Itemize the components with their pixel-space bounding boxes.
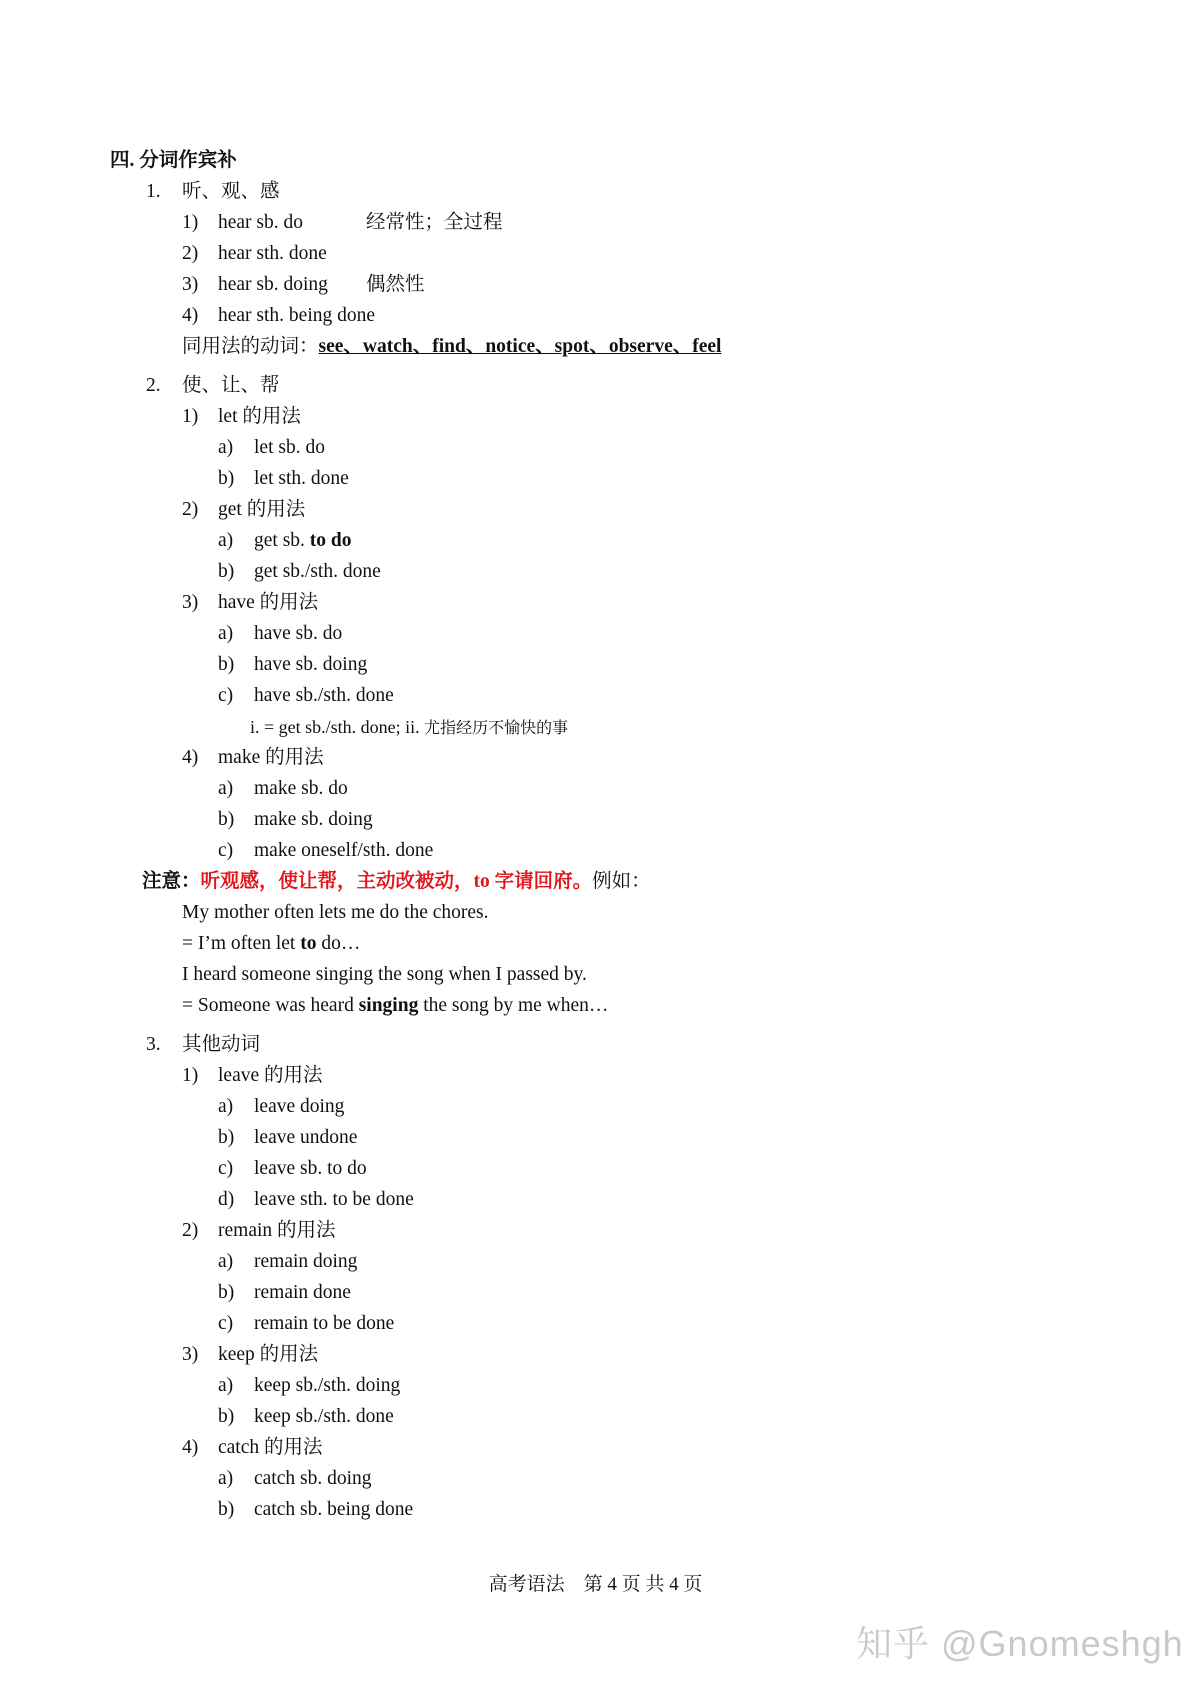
example-sentence [182, 932, 360, 956]
subsection-title: have 的用法 [218, 592, 319, 613]
list-item: leave sb. to do [254, 1158, 367, 1179]
list-letter: b) [218, 1406, 235, 1427]
list-item: hear sth. being done [218, 305, 376, 326]
subnote-text: i. = get sb./sth. done; ii. [250, 717, 425, 737]
list-number: 1) [182, 1065, 199, 1086]
list-letter: a) [218, 530, 234, 551]
note-tail: 例如： [592, 871, 651, 892]
list-letter: a) [218, 1096, 234, 1117]
example-bold: singing [358, 995, 419, 1016]
example-text: = Someone was heard [182, 995, 359, 1016]
item-text: get sb. [254, 530, 310, 551]
list-letter: b) [218, 1499, 235, 1520]
list-letter: c) [218, 840, 234, 861]
list-item: remain done [254, 1282, 351, 1303]
subsection-title: get 的用法 [218, 499, 306, 520]
list-number: 3) [182, 274, 199, 295]
list-letter: c) [218, 1158, 234, 1179]
part2-number: 2. [146, 375, 161, 396]
list-item: get sb./sth. done [254, 561, 381, 582]
watermark: 知乎 @Gnomeshgh [856, 1623, 1184, 1664]
list-item: leave sth. to be done [254, 1189, 414, 1210]
part3-number: 3. [146, 1034, 161, 1055]
list-letter: a) [218, 1468, 234, 1489]
list-item: have sb. do [254, 623, 343, 644]
list-item: make sb. do [254, 778, 348, 799]
example-sentence: I heard someone singing the song when I passed by. [182, 964, 587, 985]
list-number: 4) [182, 747, 199, 768]
subsection-title: leave 的用法 [218, 1065, 323, 1086]
subsection-title: keep 的用法 [218, 1344, 319, 1365]
list-item: leave undone [254, 1127, 358, 1148]
list-number: 1) [182, 212, 199, 233]
part1-number: 1. [146, 181, 161, 202]
list-item: keep sb./sth. done [254, 1406, 394, 1427]
list-item: remain doing [254, 1251, 358, 1272]
list-item: let sb. do [254, 437, 325, 458]
list-number: 3) [182, 592, 199, 613]
list-letter: d) [218, 1189, 235, 1210]
usage-note: 偶然性 [366, 274, 425, 295]
example-text: = I’m often let [182, 933, 301, 954]
list-item: keep sb./sth. doing [254, 1375, 401, 1396]
list-letter: a) [218, 437, 234, 458]
subsection-title: remain 的用法 [218, 1220, 336, 1241]
list-item: hear sb. do [218, 212, 304, 233]
example-text: do… [316, 933, 361, 954]
list-letter: b) [218, 809, 235, 830]
list-number: 2) [182, 1220, 199, 1241]
example-bold: to [300, 933, 317, 954]
list-number: 1) [182, 406, 199, 427]
same-usage-line [182, 335, 721, 359]
part2-title: 使、让、帮 [182, 375, 280, 396]
example-sentence: My mother often lets me do the chores. [182, 902, 489, 923]
list-letter: b) [218, 468, 235, 489]
list-item: have sb. doing [254, 654, 368, 675]
list-item: hear sth. done [218, 243, 327, 264]
same-usage-label: 同用法的动词： [182, 336, 319, 357]
list-item: leave doing [254, 1096, 345, 1117]
part3-title: 其他动词 [182, 1034, 261, 1055]
have-subnote [250, 715, 568, 740]
subnote-chinese: 尤指经历不愉快的事 [424, 718, 569, 737]
list-letter: c) [218, 685, 234, 706]
item-bold-text: to do [309, 530, 352, 551]
list-letter: a) [218, 623, 234, 644]
usage-note: 经常性；全过程 [366, 212, 503, 233]
same-usage-verbs: see、watch、find、notice、spot、observe、feel [318, 336, 722, 357]
subsection-title: make 的用法 [218, 747, 324, 768]
subsection-title: catch 的用法 [218, 1437, 323, 1458]
list-letter: a) [218, 1375, 234, 1396]
list-letter: a) [218, 1251, 234, 1272]
list-item: make oneself/sth. done [254, 840, 434, 861]
list-letter: c) [218, 1313, 234, 1334]
list-item: catch sb. being done [254, 1499, 414, 1520]
list-item: make sb. doing [254, 809, 373, 830]
list-number: 4) [182, 305, 199, 326]
part1-title: 听、观、感 [182, 181, 280, 202]
page-footer: 高考语法 第 4 页 共 4 页 [488, 1574, 703, 1595]
example-text: the song by me when… [418, 995, 609, 1016]
note-label: 注意： [142, 871, 201, 892]
list-item: let sth. done [254, 468, 349, 489]
list-letter: a) [218, 778, 234, 799]
list-item: catch sb. doing [254, 1468, 372, 1489]
list-item: have sb./sth. done [254, 685, 394, 706]
note-mnemonic: 听观感，使让帮，主动改被动，to 字请回府。 [200, 871, 593, 892]
list-letter: b) [218, 561, 235, 582]
list-item: hear sb. doing [218, 274, 328, 295]
list-number: 4) [182, 1437, 199, 1458]
section-title: 四. 分词作宾补 [110, 150, 237, 171]
list-item [254, 529, 352, 553]
note-line [142, 870, 651, 894]
example-sentence [182, 994, 608, 1018]
subsection-title: let 的用法 [218, 406, 301, 427]
list-number: 2) [182, 243, 199, 264]
list-number: 3) [182, 1344, 199, 1365]
list-letter: b) [218, 1127, 235, 1148]
list-letter: b) [218, 1282, 235, 1303]
list-letter: b) [218, 654, 235, 675]
list-number: 2) [182, 499, 199, 520]
list-item: remain to be done [254, 1313, 395, 1334]
